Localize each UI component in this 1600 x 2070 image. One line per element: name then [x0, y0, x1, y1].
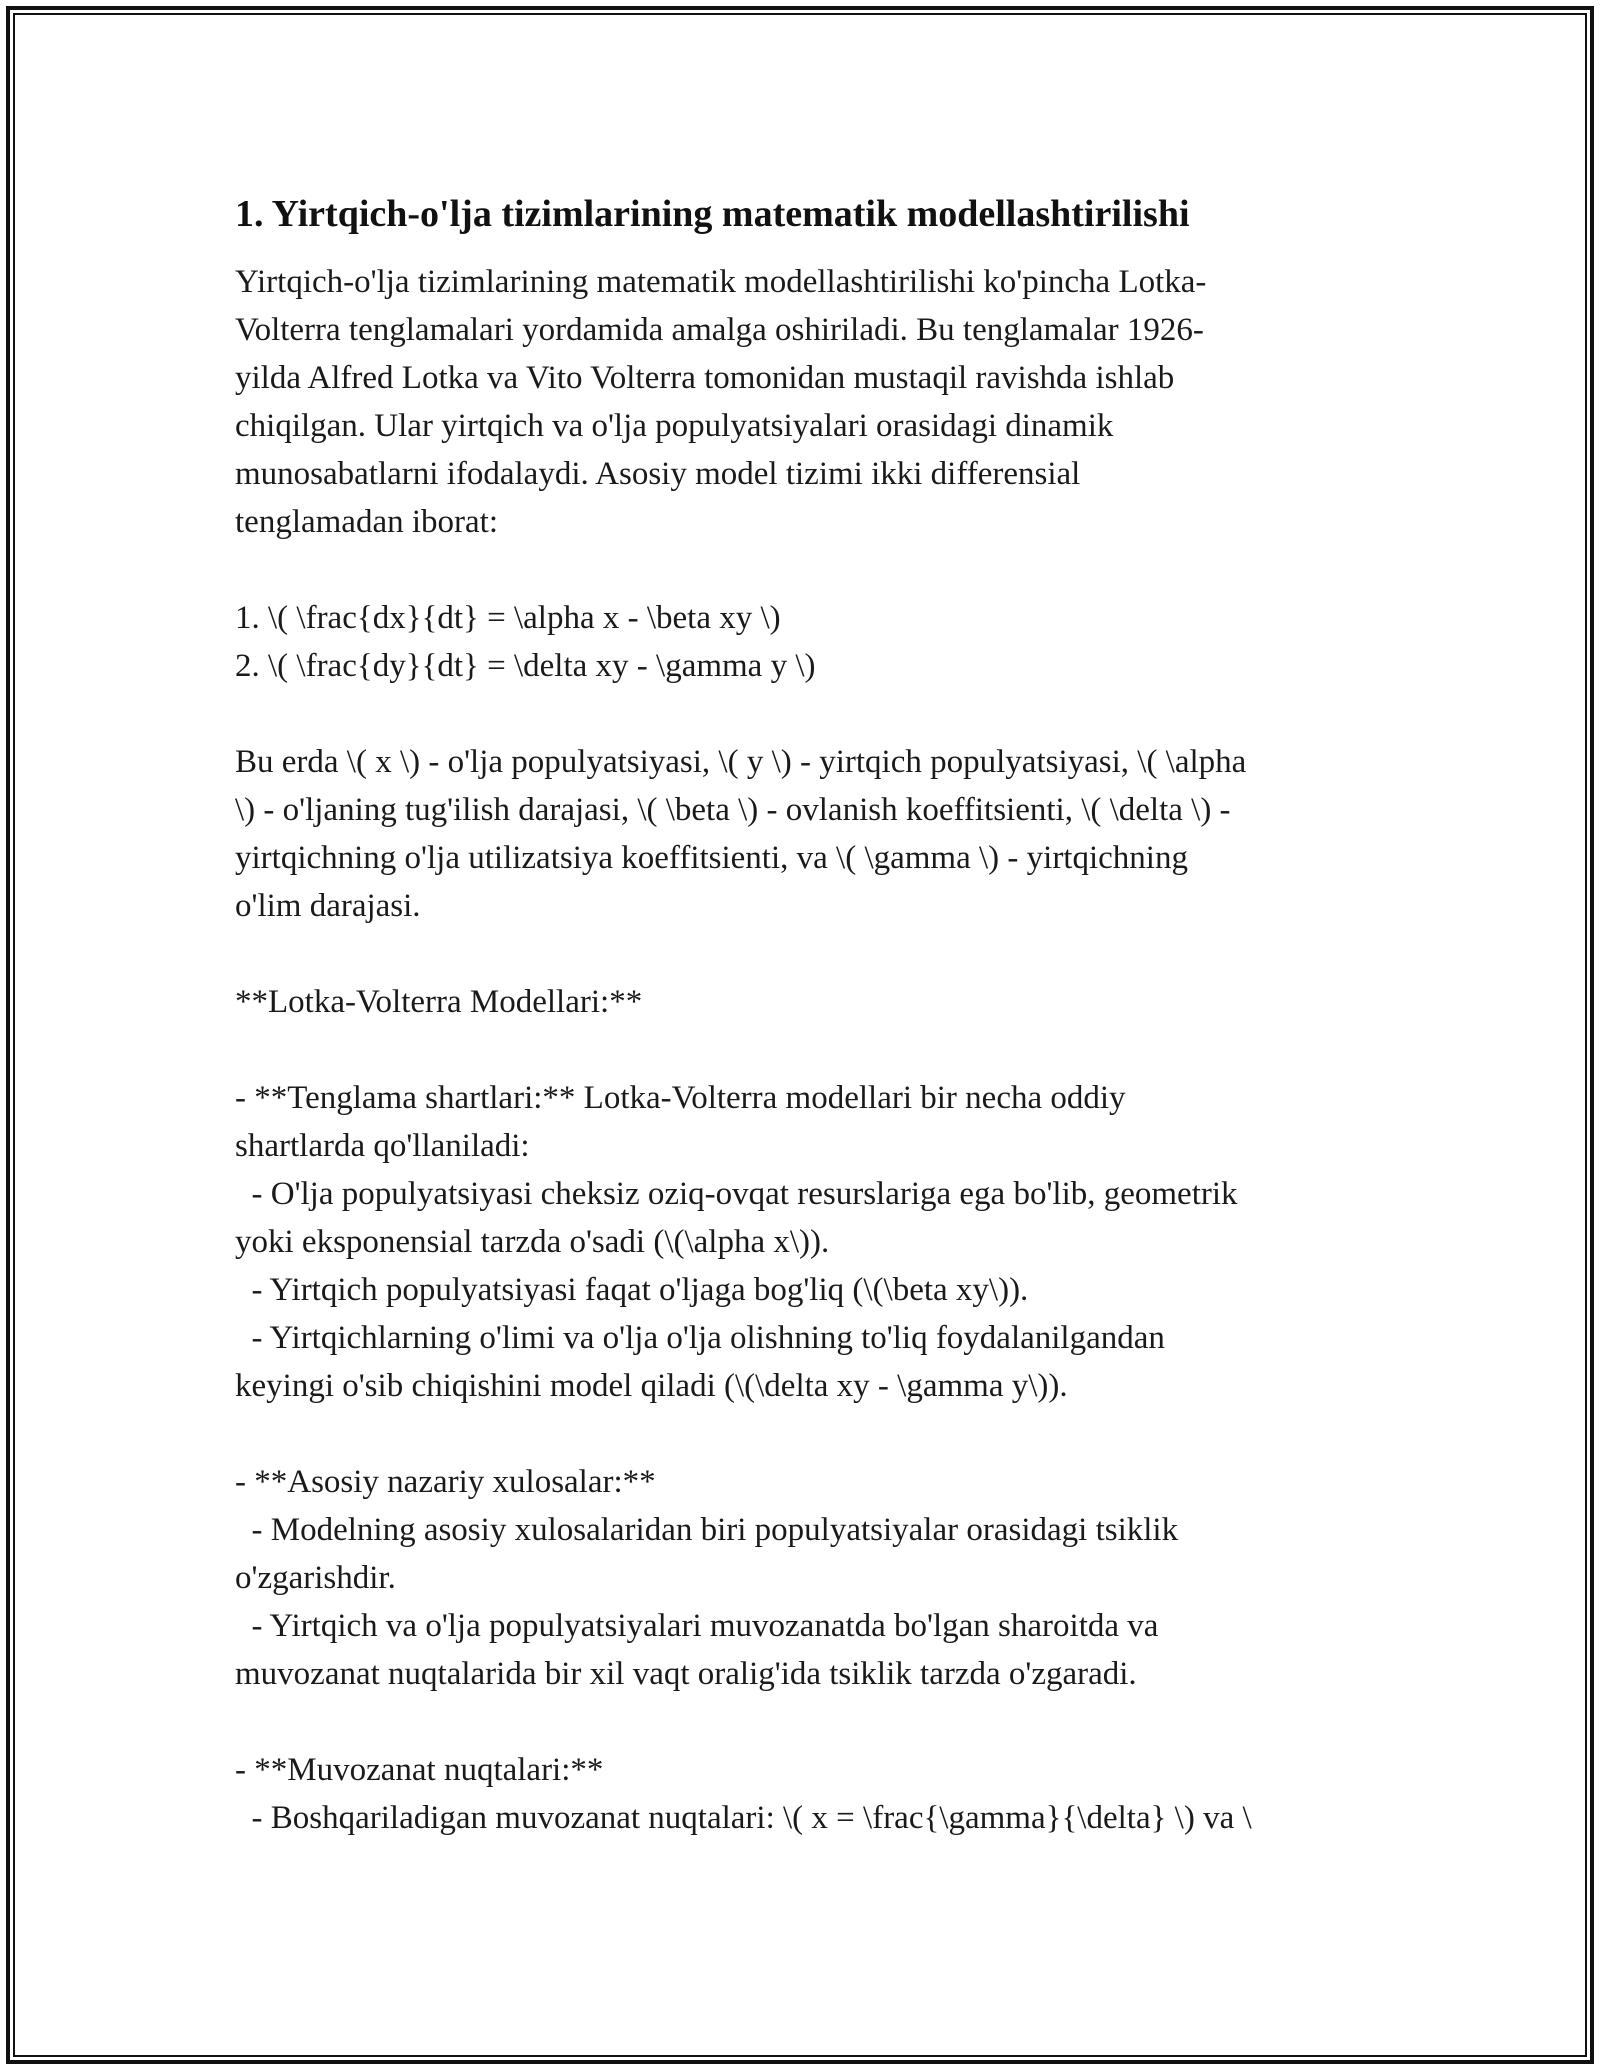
text-line: Yirtqich-o'lja tizimlarining matematik modellashtirilishi ko'pincha Lotka- [235, 264, 1207, 300]
text-line: tenglamadan iborat: [235, 504, 498, 540]
text-line: shartlarda qo'llaniladi: [235, 1128, 530, 1164]
text-line: 2. \( \frac{dy}{dt} = \delta xy - \gamma y \) [235, 648, 816, 684]
text-line: munosabatlarni ifodalaydi. Asosiy model tizimi ikki differensial [235, 456, 1081, 492]
blank-line [235, 1698, 1385, 1746]
section-heading: 1. Yirtqich-o'lja tizimlarining matematik modellashtirilishi [235, 193, 1190, 235]
text-line: yirtqichning o'lja utilizatsiya koeffitsienti, va \( \gamma \) - yirtqichning [235, 840, 1188, 876]
text-line: - O'lja populyatsiyasi cheksiz oziq-ovqat resurslariga ega bo'lib, geometrik [235, 1176, 1238, 1212]
text-line: - **Muvozanat nuqtalari:** [235, 1752, 604, 1788]
text-line: - Yirtqich populyatsiyasi faqat o'ljaga bog'liq (\(\beta xy\)). [235, 1272, 1029, 1308]
document-body [235, 186, 1385, 1842]
blank-line [235, 1026, 1385, 1074]
blank-line [235, 1410, 1385, 1458]
text-line: yoki eksponensial tarzda o'sadi (\(\alpha x\)). [235, 1224, 830, 1260]
text-line: - Boshqariladigan muvozanat nuqtalari: \( x = \frac{\gamma}{\delta} \) va \ [235, 1800, 1252, 1836]
text-line: - Yirtqich va o'lja populyatsiyalari muvozanatda bo'lgan sharoitda va [235, 1608, 1159, 1644]
blank-line [235, 546, 1385, 594]
blank-line [235, 930, 1385, 978]
text-line: - Yirtqichlarning o'limi va o'lja o'lja olishning to'liq foydalanilgandan [235, 1320, 1165, 1356]
text-line: **Lotka-Volterra Modellari:** [235, 984, 643, 1020]
text-line: 1. \( \frac{dx}{dt} = \alpha x - \beta xy \) [235, 600, 781, 636]
text-line: muvozanat nuqtalarida bir xil vaqt oralig'ida tsiklik tarzda o'zgaradi. [235, 1656, 1137, 1692]
text-line: - **Tenglama shartlari:** Lotka-Volterra modellari bir necha oddiy [235, 1080, 1126, 1116]
text-line: o'zgarishdir. [235, 1560, 396, 1596]
text-line: chiqilgan. Ular yirtqich va o'lja populyatsiyalari orasidagi dinamik [235, 408, 1114, 444]
text-line: \) - o'ljaning tug'ilish darajasi, \( \beta \) - ovlanish koeffitsienti, \( \delta \) - [235, 792, 1231, 828]
text-line: yilda Alfred Lotka va Vito Volterra tomonidan mustaqil ravishda ishlab [235, 360, 1175, 396]
text-line: - **Asosiy nazariy xulosalar:** [235, 1464, 656, 1500]
text-line: o'lim darajasi. [235, 888, 421, 924]
text-block [235, 258, 1385, 1842]
blank-line [235, 690, 1385, 738]
text-line: Bu erda \( x \) - o'lja populyatsiyasi, \( y \) - yirtqich populyatsiyasi, \( \alpha [235, 744, 1247, 780]
text-line: - Modelning asosiy xulosalaridan biri populyatsiyalar orasidagi tsiklik [235, 1512, 1179, 1548]
text-line: Volterra tenglamalari yordamida amalga oshiriladi. Bu tenglamalar 1926- [235, 312, 1204, 348]
text-line: keyingi o'sib chiqishini model qiladi (\(\delta xy - \gamma y\)). [235, 1368, 1068, 1404]
